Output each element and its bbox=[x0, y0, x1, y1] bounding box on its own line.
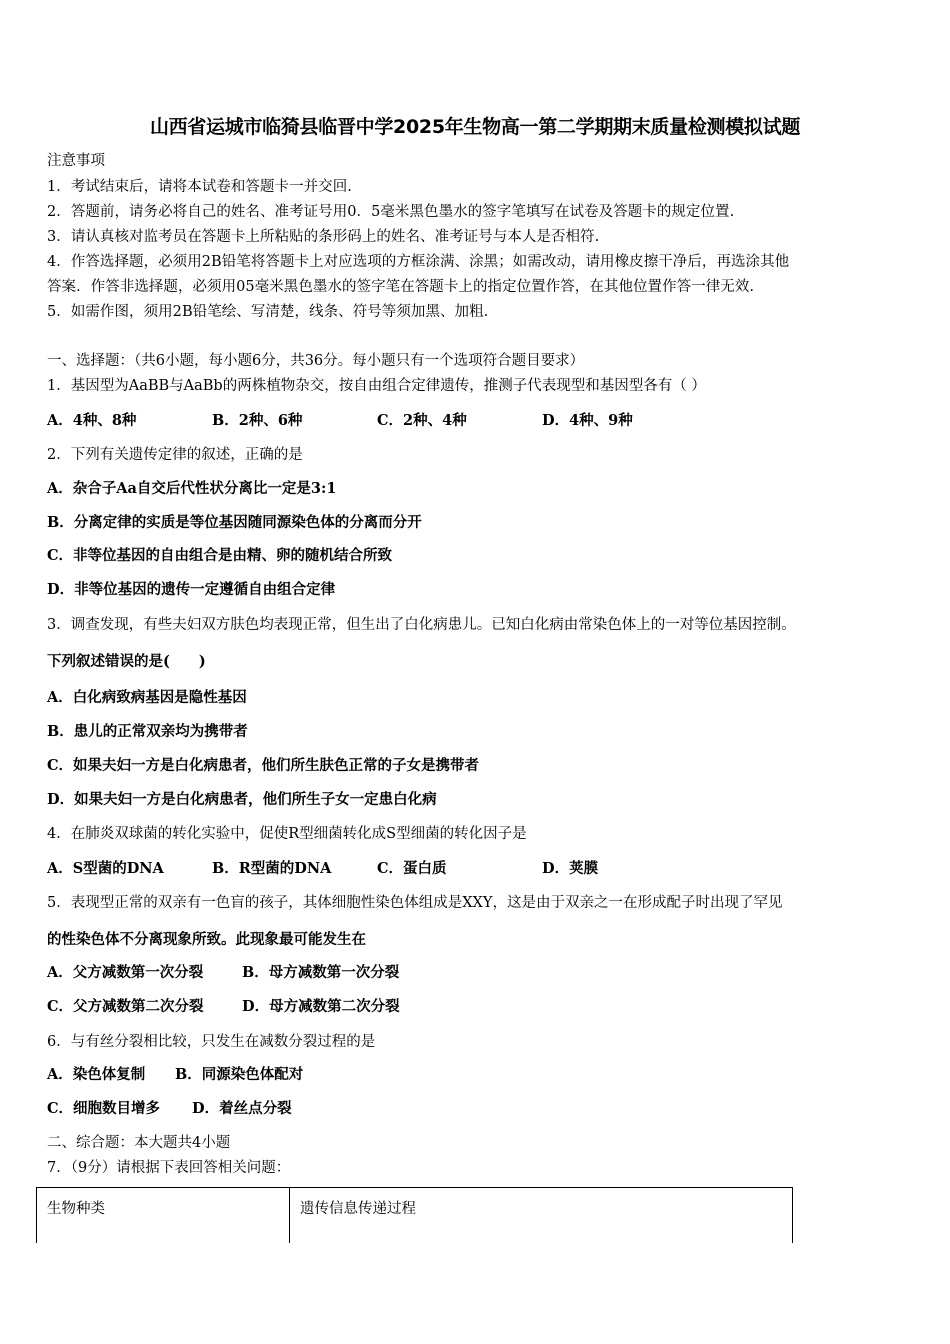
q4-option-d: D．荚膜 bbox=[542, 860, 599, 877]
q3-option-d: D．如果夫妇一方是白化病患者，他们所生子女一定患白化病 bbox=[47, 791, 437, 808]
q5-option-a: A．父方减数第一次分裂 bbox=[47, 964, 204, 981]
q7-number: 7． bbox=[47, 1160, 71, 1176]
q5-option-b: B．母方减数第一次分裂 bbox=[242, 964, 400, 981]
q6-option-d: D．着丝点分裂 bbox=[192, 1100, 292, 1117]
q1-number: 1． bbox=[47, 378, 71, 394]
table-row bbox=[37, 1188, 793, 1244]
q3-text: 调查发现，有些夫妇双方肤色均表现正常，但生出了白化病患儿。已知白化病由常染色体上的一对等位基因控制。 bbox=[70, 617, 796, 633]
q1-option-d: D．4种、9种 bbox=[542, 412, 633, 429]
notice-item-1: 1．考试结束后，请将本试卷和答题卡一并交回. bbox=[47, 179, 352, 195]
q7-stem bbox=[47, 1158, 290, 1178]
q3-option-b: B．患儿的正常双亲均为携带者 bbox=[47, 723, 248, 740]
q3-option-a: A．白化病致病基因是隐性基因 bbox=[47, 689, 247, 706]
notice-heading: 注意事项 bbox=[47, 153, 105, 169]
q3-option-c: C．如果夫妇一方是白化病患者，他们所生肤色正常的子女是携带者 bbox=[47, 757, 480, 774]
table-header-process: 遗传信息传递过程 bbox=[290, 1188, 793, 1244]
q1-option-c: C．2种、4种 bbox=[377, 412, 467, 429]
q3-number: 3． bbox=[47, 617, 71, 633]
q4-stem bbox=[47, 824, 527, 844]
q2-option-b: B．分离定律的实质是等位基因随同源染色体的分离而分开 bbox=[47, 514, 422, 531]
q6-number: 6． bbox=[47, 1034, 71, 1050]
section2-heading: 二、综合题：本大题共4小题 bbox=[47, 1135, 231, 1151]
q6-option-c: C．细胞数目增多 bbox=[47, 1100, 161, 1117]
q5-number: 5． bbox=[47, 895, 71, 911]
q7-table bbox=[36, 1187, 793, 1243]
q1-option-b: B．2种、6种 bbox=[212, 412, 303, 429]
q2-text: 下列有关遗传定律的叙述，正确的是 bbox=[70, 447, 303, 463]
section1-heading: 一、选择题：（共6小题，每小题6分，共36分。每小题只有一个选项符合题目要求） bbox=[47, 353, 585, 369]
q6-stem bbox=[47, 1032, 375, 1052]
q5-text: 表现型正常的双亲有一色盲的孩子，其体细胞性染色体组成是XXY，这是由于双亲之一在形成配子时出现了罕见 bbox=[70, 895, 783, 911]
q4-text: 在肺炎双球菌的转化实验中，促使R型细菌转化成S型细菌的转化因子是 bbox=[70, 826, 527, 842]
q4-number: 4． bbox=[47, 826, 71, 842]
notice-item-4-cont: 答案．作答非选择题，必须用05毫米黑色墨水的签字笔在答题卡上的指定位置作答，在其他位置作答一律无效. bbox=[47, 279, 755, 295]
q5-option-d: D．母方减数第二次分裂 bbox=[242, 998, 400, 1015]
page-title: 山西省运城市临猗县临晋中学2025年生物高一第二学期期末质量检测模拟试题 bbox=[149, 116, 801, 138]
notice-item-4: 4．作答选择题，必须用2B铅笔将答题卡上对应选项的方框涂满、涂黑；如需改动，请用橡皮擦干净后，再选涂其他 bbox=[47, 254, 790, 270]
q6-option-b: B．同源染色体配对 bbox=[175, 1066, 304, 1083]
q4-option-b: B．R型菌的DNA bbox=[212, 860, 332, 877]
q2-option-a: A．杂合子Aa自交后代性状分离比一定是3:1 bbox=[47, 480, 337, 497]
q3-stem-line1 bbox=[47, 615, 796, 635]
q1-stem bbox=[47, 376, 706, 396]
q1-text: 基因型为AaBB与AaBb的两株植物杂交，按自由组合定律遗传，推测子代表现型和基因型各有（ ） bbox=[70, 378, 706, 394]
notice-item-3: 3．请认真核对监考员在答题卡上所粘贴的条形码上的姓名、准考证号与本人是否相符. bbox=[47, 229, 600, 245]
q5-stem-line1 bbox=[47, 893, 782, 913]
q4-option-a: A．S型菌的DNA bbox=[47, 860, 164, 877]
q6-option-a: A．染色体复制 bbox=[47, 1066, 146, 1083]
notice-item-2: 2．答题前，请务必将自己的姓名、准考证号用0．5毫米黑色墨水的签字笔填写在试卷及答题卡的规定位置. bbox=[47, 204, 735, 220]
table-header-species: 生物种类 bbox=[37, 1188, 290, 1244]
q2-option-d: D．非等位基因的遗传一定遵循自由组合定律 bbox=[47, 581, 336, 598]
q6-text: 与有丝分裂相比较，只发生在减数分裂过程的是 bbox=[70, 1034, 376, 1050]
q7-text: （9分）请根据下表回答相关问题： bbox=[70, 1160, 291, 1176]
q4-option-c: C．蛋白质 bbox=[377, 860, 447, 877]
q2-number: 2． bbox=[47, 447, 71, 463]
q2-stem bbox=[47, 445, 303, 465]
q1-option-a: A．4种、8种 bbox=[47, 412, 137, 429]
q5-stem-line2: 的性染色体不分离现象所致。此现象最可能发生在 bbox=[47, 931, 366, 948]
q3-stem-line2: 下列叙述错误的是( ) bbox=[47, 653, 206, 670]
q2-option-c: C．非等位基因的自由组合是由精、卵的随机结合所致 bbox=[47, 547, 393, 564]
q5-option-c: C．父方减数第二次分裂 bbox=[47, 998, 204, 1015]
notice-item-5: 5．如需作图，须用2B铅笔绘、写清楚，线条、符号等须加黑、加粗. bbox=[47, 304, 489, 320]
